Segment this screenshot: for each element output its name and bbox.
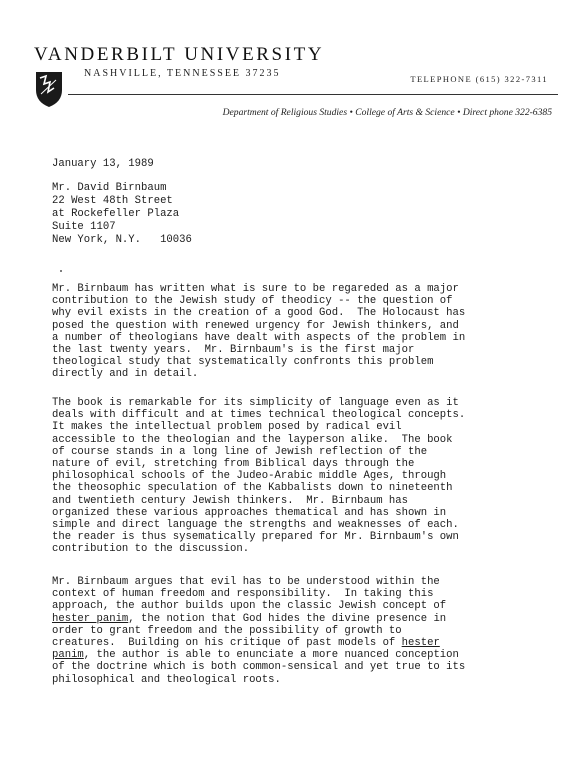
text-line: Mr. Birnbaum argues that evil has to be understood within the xyxy=(52,576,440,588)
underlined-term: panim xyxy=(52,649,84,662)
address-line: Suite 1107 xyxy=(52,221,116,233)
text-line: context of human freedom and responsibility. In taking this xyxy=(52,588,434,601)
letterhead-divider xyxy=(68,94,558,95)
underlined-term: hester xyxy=(401,637,440,650)
university-address: NASHVILLE, TENNESSEE 37235 xyxy=(84,68,281,79)
text-line: Mr. Birnbaum has written what is sure to be regareded as a major xyxy=(52,283,459,295)
text-line: contribution to the Jewish study of theodicy -- the question of xyxy=(52,295,453,308)
text-line: philosophical and theological roots. xyxy=(52,673,281,686)
text-line: nature of evil, stretching from Biblical days through the xyxy=(52,458,415,471)
text-line: and twentieth century Jewish thinkers. Mr. Birnbaum has xyxy=(52,494,409,507)
text-line: a number of theologians have dealt with aspects of the problem in xyxy=(52,331,466,344)
text-line xyxy=(52,649,572,661)
address-line: 22 West 48th Street xyxy=(52,195,173,207)
text-line: why evil exists in the creation of a good God. The Holocaust has xyxy=(52,307,466,320)
paragraph-3 xyxy=(52,576,572,686)
text-line: of course stands in a long line of Jewish reflection of the xyxy=(52,445,428,458)
text-line: theological study that systematically confronts this problem xyxy=(52,356,434,369)
text-fragment: , the notion that God hides the divine presence in xyxy=(128,612,447,625)
underlined-term: hester panim xyxy=(52,612,129,625)
text-line: posed the question with renewed urgency for Jewish thinkers, and xyxy=(52,319,459,332)
text-line: contribution to the discussion. xyxy=(52,543,250,556)
text-line: It makes the intellectual problem posed by radical evil xyxy=(52,421,402,434)
address-line: at Rockefeller Plaza xyxy=(52,208,180,220)
university-name: VANDERBILT UNIVERSITY xyxy=(34,44,325,65)
text-fragment: creatures. Building on his critique of past models of xyxy=(52,637,402,650)
text-line xyxy=(52,637,572,649)
text-line: philosophical schools of the Judeo-Arabic middle Ages, through xyxy=(52,470,447,483)
university-seal-icon xyxy=(34,70,64,108)
letter-date: January 13, 1989 xyxy=(52,158,154,170)
text-line: of the doctrine which is both common-sensical and yet true to its xyxy=(52,661,466,674)
text-line: the last twenty years. Mr. Birnbaum's is the first major xyxy=(52,344,415,357)
text-line: directly and in detail. xyxy=(52,368,199,381)
paragraph-2 xyxy=(52,397,572,556)
department-line: Department of Religious Studies • College of Arts & Science • Direct phone 322-6385 xyxy=(222,107,552,118)
paper-speck xyxy=(60,270,62,272)
text-line xyxy=(52,613,572,625)
text-line: organized these various approaches thematical and has shown in xyxy=(52,506,447,519)
address-line: New York, N.Y. 10036 xyxy=(52,234,192,246)
text-line: the reader is thus sysematically prepared for Mr. Birnbaum's own xyxy=(52,531,459,544)
telephone: TELEPHONE (615) 322-7311 xyxy=(410,74,548,84)
recipient-address xyxy=(52,182,192,247)
text-line: accessible to the theologian and the layperson alike. The book xyxy=(52,433,453,446)
address-line: Mr. David Birnbaum xyxy=(52,182,167,194)
text-line: approach, the author builds upon the classic Jewish concept of xyxy=(52,600,447,613)
text-line: simple and direct language the strengths and weaknesses of each. xyxy=(52,519,459,532)
text-line: deals with difficult and at times technical theological concepts. xyxy=(52,409,466,422)
text-line: order to grant freedom and the possibility of growth to xyxy=(52,624,402,637)
text-line: the theosophic speculation of the Kabbalists down to nineteenth xyxy=(52,482,453,495)
paragraph-1 xyxy=(52,283,572,381)
text-fragment: , the author is able to enunciate a more nuanced conception xyxy=(83,649,459,662)
text-line: The book is remarkable for its simplicity of language even as it xyxy=(52,397,459,409)
